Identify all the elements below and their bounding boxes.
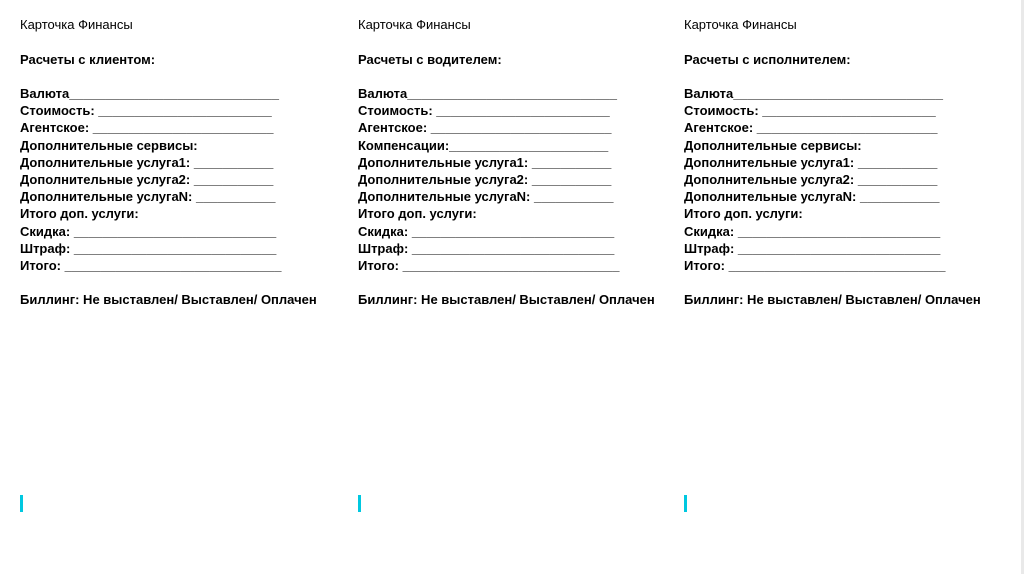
field-additional-service-n: Дополнительные услугаN: ___________	[358, 189, 614, 205]
field-list	[20, 85, 330, 274]
field-penalty: Штраф: ____________________________	[684, 240, 941, 256]
text-cursor-marker	[684, 495, 687, 512]
field-total: Итого: ______________________________	[358, 258, 620, 274]
card-subtitle: Расчеты с водителем:	[358, 52, 502, 67]
finance-card-driver	[358, 16, 668, 308]
field-additional-service-2: Дополнительные услуга2: ___________	[20, 172, 274, 188]
field-currency: Валюта_____________________________	[20, 86, 279, 101]
text-cursor-marker	[20, 495, 23, 512]
field-list	[358, 85, 668, 274]
finance-card-contractor	[684, 16, 994, 308]
field-agency-fee: Агентское: _________________________	[358, 120, 612, 136]
field-additional-service-1: Дополнительные услуга1: ___________	[20, 154, 274, 170]
field-agency-fee: Агентское: _________________________	[20, 120, 274, 136]
field-penalty: Штраф: ____________________________	[358, 240, 615, 256]
field-cost: Стоимость: ________________________	[358, 103, 610, 119]
field-additional-services: Дополнительные сервисы:	[684, 137, 862, 153]
field-discount: Скидка: ____________________________	[684, 223, 941, 239]
field-additional-service-1: Дополнительные услуга1: ___________	[684, 154, 938, 170]
field-total: Итого: ______________________________	[20, 258, 282, 274]
field-penalty: Штраф: ____________________________	[20, 240, 277, 256]
field-currency: Валюта_____________________________	[684, 86, 943, 101]
billing-status: Биллинг: Не выставлен/ Выставлен/ Оплачен	[20, 292, 317, 308]
field-additional-service-1: Дополнительные услуга1: ___________	[358, 154, 612, 170]
card-title: Карточка Финансы	[20, 17, 133, 32]
field-discount: Скидка: ____________________________	[358, 223, 615, 239]
field-additional-services: Дополнительные сервисы:	[20, 137, 198, 153]
field-cost: Стоимость: ________________________	[684, 103, 936, 119]
field-additional-services-total: Итого доп. услуги:	[684, 206, 803, 222]
field-additional-service-2: Дополнительные услуга2: ___________	[684, 172, 938, 188]
field-additional-service-n: Дополнительные услугаN: ___________	[684, 189, 940, 205]
billing-status: Биллинг: Не выставлен/ Выставлен/ Оплачен	[684, 292, 981, 308]
field-agency-fee: Агентское: _________________________	[684, 120, 938, 136]
field-additional-service-2: Дополнительные услуга2: ___________	[358, 172, 612, 188]
field-list	[684, 85, 994, 274]
card-subtitle: Расчеты с исполнителем:	[684, 52, 851, 67]
field-additional-services-total: Итого доп. услуги:	[20, 206, 139, 222]
card-title: Карточка Финансы	[684, 17, 797, 32]
text-cursor-marker	[358, 495, 361, 512]
field-discount: Скидка: ____________________________	[20, 223, 277, 239]
field-additional-services-total: Итого доп. услуги:	[358, 206, 477, 222]
field-cost: Стоимость: ________________________	[20, 103, 272, 119]
card-subtitle: Расчеты с клиентом:	[20, 52, 156, 67]
field-total: Итого: ______________________________	[684, 258, 946, 274]
field-currency: Валюта_____________________________	[358, 86, 617, 101]
billing-status: Биллинг: Не выставлен/ Выставлен/ Оплачен	[358, 292, 655, 308]
field-compensation: Компенсации:______________________	[358, 137, 609, 153]
field-additional-service-n: Дополнительные услугаN: ___________	[20, 189, 276, 205]
finance-card-client	[20, 16, 330, 308]
card-title: Карточка Финансы	[358, 17, 471, 32]
